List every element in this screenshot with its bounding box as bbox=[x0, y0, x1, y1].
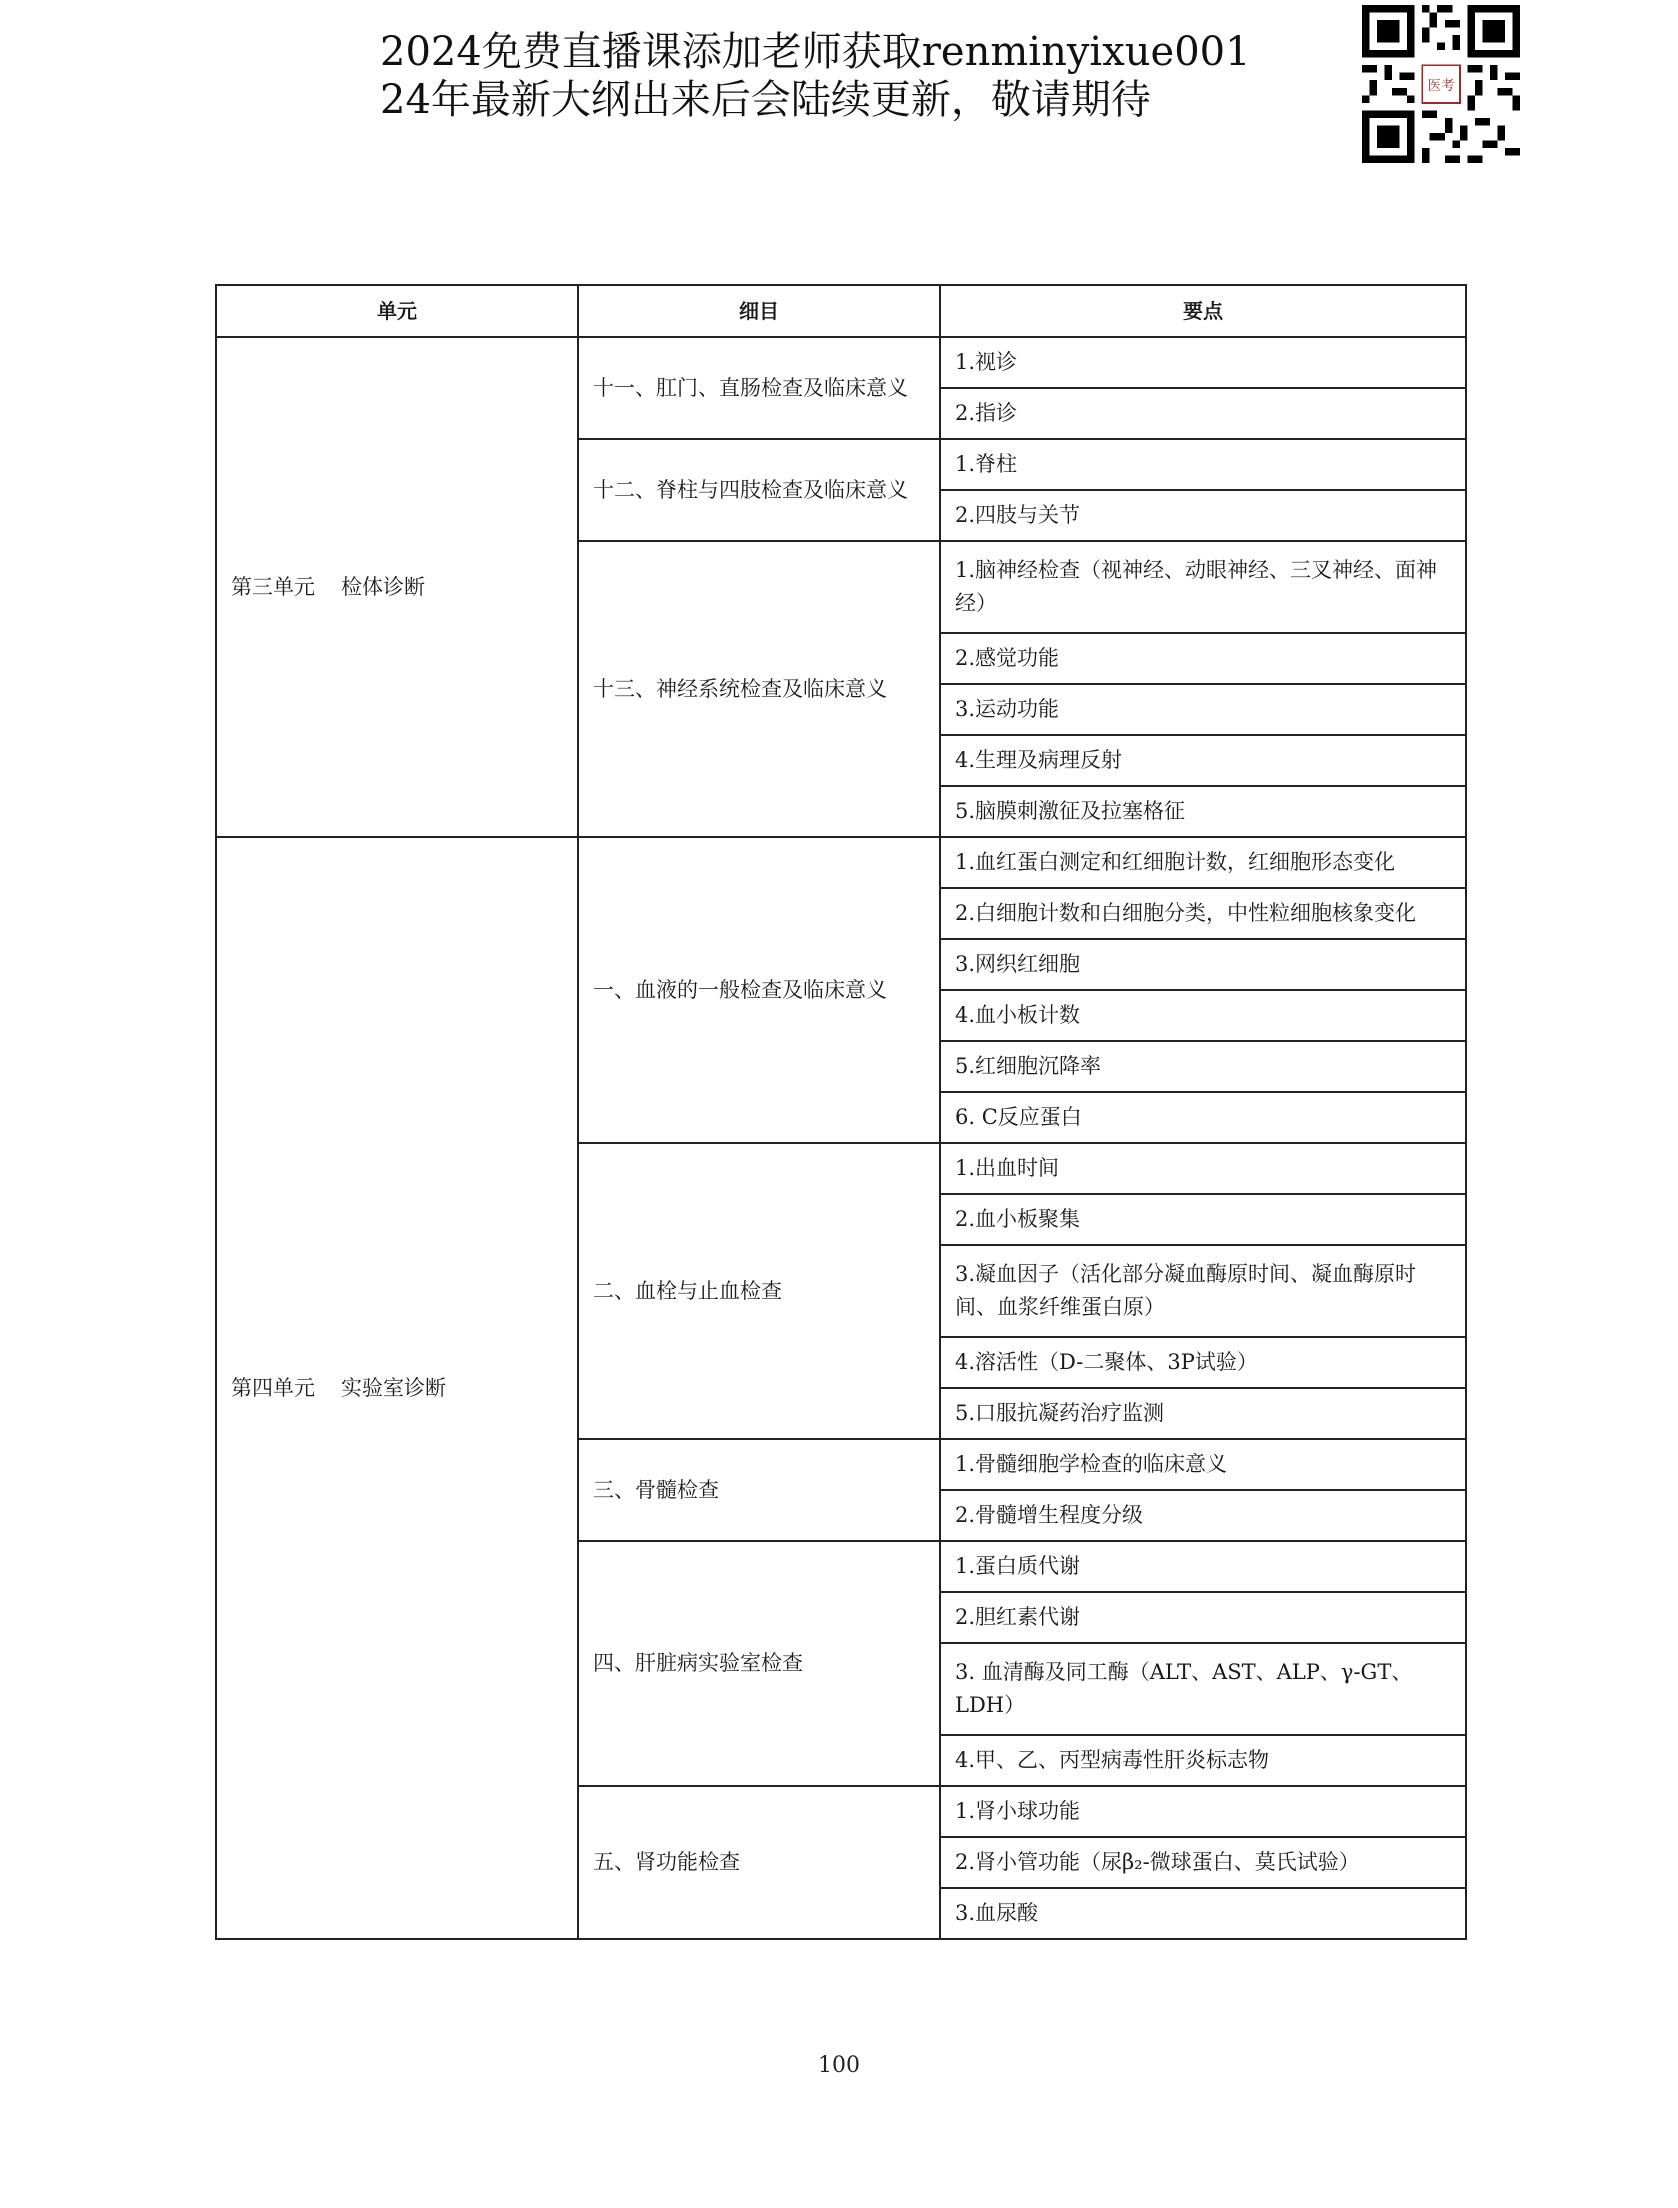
item-cell: 十三、神经系统检查及临床意义 bbox=[578, 541, 940, 837]
point-cell: 1.出血时间 bbox=[940, 1143, 1466, 1194]
point-cell: 3.血尿酸 bbox=[940, 1888, 1466, 1939]
header-item: 细目 bbox=[578, 285, 940, 337]
point-cell: 3.凝血因子（活化部分凝血酶原时间、凝血酶原时间、血浆纤维蛋白原） bbox=[940, 1245, 1466, 1337]
point-cell: 2.白细胞计数和白细胞分类，中性粒细胞核象变化 bbox=[940, 888, 1466, 939]
point-cell: 2.胆红素代谢 bbox=[940, 1592, 1466, 1643]
point-cell: 1.脊柱 bbox=[940, 439, 1466, 490]
qr-badge-text: 医考 bbox=[1427, 78, 1455, 95]
table-header-row bbox=[216, 285, 1466, 337]
item-cell: 十二、脊柱与四肢检查及临床意义 bbox=[578, 439, 940, 541]
point-cell: 1.肾小球功能 bbox=[940, 1786, 1466, 1837]
header-unit: 单元 bbox=[216, 285, 578, 337]
point-cell: 2.骨髓增生程度分级 bbox=[940, 1490, 1466, 1541]
qr-code-image bbox=[1362, 5, 1520, 163]
page-number: 100 bbox=[818, 2053, 860, 2078]
point-cell: 1.血红蛋白测定和红细胞计数，红细胞形态变化 bbox=[940, 837, 1466, 888]
point-cell: 4.生理及病理反射 bbox=[940, 735, 1466, 786]
point-cell: 1.脑神经检查（视神经、动眼神经、三叉神经、面神经） bbox=[940, 541, 1466, 633]
point-cell: 3.运动功能 bbox=[940, 684, 1466, 735]
point-cell: 2.感觉功能 bbox=[940, 633, 1466, 684]
item-cell: 三、骨髓检查 bbox=[578, 1439, 940, 1541]
point-cell: 1.视诊 bbox=[940, 337, 1466, 388]
syllabus-table bbox=[215, 284, 1467, 1940]
point-cell: 2.血小板聚集 bbox=[940, 1194, 1466, 1245]
point-cell: 4.溶活性（D-二聚体、3P试验） bbox=[940, 1337, 1466, 1388]
point-cell: 5.口服抗凝药治疗监测 bbox=[940, 1388, 1466, 1439]
header-line-1: 2024免费直播课添加老师获取renminyixue001 bbox=[380, 29, 1251, 75]
item-cell: 四、肝脏病实验室检查 bbox=[578, 1541, 940, 1786]
point-cell: 5.红细胞沉降率 bbox=[940, 1041, 1466, 1092]
table-row bbox=[216, 837, 1466, 888]
point-cell: 2.指诊 bbox=[940, 388, 1466, 439]
header-line-2: 24年最新大纲出来后会陆续更新，敬请期待 bbox=[380, 77, 1151, 123]
point-cell: 1.骨髓细胞学检查的临床意义 bbox=[940, 1439, 1466, 1490]
item-cell: 一、血液的一般检查及临床意义 bbox=[578, 837, 940, 1143]
table-row bbox=[216, 337, 1466, 388]
point-cell: 4.甲、乙、丙型病毒性肝炎标志物 bbox=[940, 1735, 1466, 1786]
point-cell: 5.脑膜刺激征及拉塞格征 bbox=[940, 786, 1466, 837]
page-header bbox=[380, 28, 1340, 124]
point-cell: 6. C反应蛋白 bbox=[940, 1092, 1466, 1143]
item-cell: 十一、肛门、直肠检查及临床意义 bbox=[578, 337, 940, 439]
point-cell: 1.蛋白质代谢 bbox=[940, 1541, 1466, 1592]
point-cell: 4.血小板计数 bbox=[940, 990, 1466, 1041]
unit-cell: 第三单元 检体诊断 bbox=[216, 337, 578, 837]
point-cell: 3.网织红细胞 bbox=[940, 939, 1466, 990]
item-cell: 二、血栓与止血检查 bbox=[578, 1143, 940, 1439]
header-points: 要点 bbox=[940, 285, 1466, 337]
item-cell: 五、肾功能检查 bbox=[578, 1786, 940, 1939]
unit-cell: 第四单元 实验室诊断 bbox=[216, 837, 578, 1939]
point-cell: 2.肾小管功能（尿β₂-微球蛋白、莫氏试验） bbox=[940, 1837, 1466, 1888]
point-cell: 2.四肢与关节 bbox=[940, 490, 1466, 541]
point-cell: 3. 血清酶及同工酶（ALT、AST、ALP、γ-GT、LDH） bbox=[940, 1643, 1466, 1735]
